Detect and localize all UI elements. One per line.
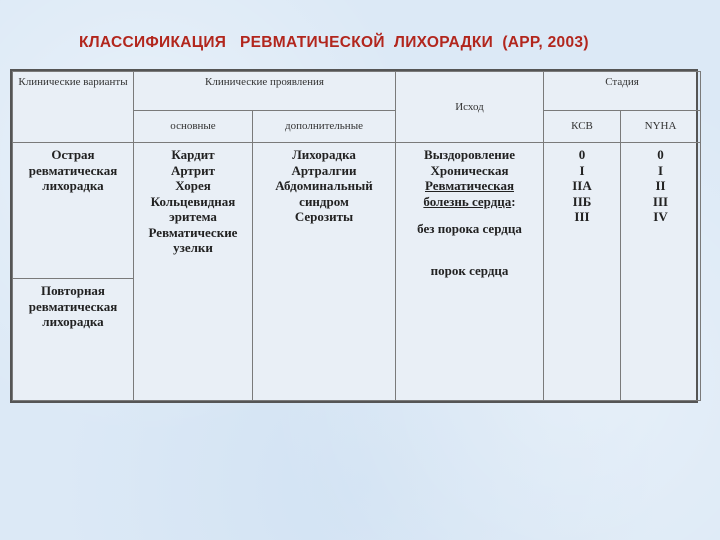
main-manifestations-cell (134, 143, 253, 401)
nyha-stage: III (652, 193, 669, 209)
additional-manifestation-item: Лихорадка (292, 147, 356, 162)
ksv-stage: III (574, 209, 590, 224)
header-nyha: NYHA (621, 111, 701, 143)
main-manifestation-item: Ревматические (148, 224, 238, 240)
slide-title: КЛАССИФИКАЦИЯ РЕВМАТИЧЕСКОЙ ЛИХОРАДКИ (АРР, 2003) (79, 34, 589, 51)
header-clinical-manifestations: Клинические проявления (134, 72, 396, 111)
main-manifestation-item: Кольцевидная (150, 193, 236, 209)
main-manifestation-item: Артрит (170, 162, 216, 178)
additional-manifestation-item: Артралгии (291, 162, 357, 178)
main-manifestation-item: Кардит (171, 147, 215, 162)
additional-manifestation-item: синдром (299, 193, 349, 209)
variant-acute: Острая ревматическая лихорадка (13, 143, 134, 279)
outcome-chronic-line1: Хроническая (430, 162, 509, 178)
main-manifestation-item: узелки (173, 240, 213, 255)
header-additional: дополнительные (253, 111, 396, 143)
outcome-colon: : (511, 193, 516, 209)
additional-manifestations-cell (253, 143, 396, 401)
additional-manifestation-item: Абдоминальный (275, 178, 373, 193)
outcome-no-defect: без порока сердца (417, 221, 522, 236)
outcome-defect: порок сердца (430, 262, 509, 278)
outcome-recovery: Выздоровление (424, 147, 515, 162)
nyha-stage: I (657, 162, 664, 178)
outcome-chronic-line3-wrap (398, 194, 541, 210)
ksv-stage: IIA (572, 178, 592, 193)
classification-table (10, 69, 698, 403)
outcome-chronic-line2: Ревматическая (425, 178, 515, 193)
ksv-stage: IIБ (572, 193, 592, 209)
additional-manifestation-item: Серозиты (294, 209, 354, 224)
header-outcome: Исход (396, 72, 544, 143)
nyha-stage: IV (653, 209, 668, 224)
outcomes-cell (396, 143, 544, 401)
main-manifestation-item: Хорея (175, 178, 211, 193)
spacer (398, 209, 541, 221)
nyha-stage: II (655, 178, 666, 193)
ksv-stage: I (579, 162, 585, 178)
header-clinical-variants: Клинические варианты (13, 72, 134, 143)
spacer (398, 237, 541, 263)
nyha-stages-cell (621, 143, 701, 401)
outcome-chronic-line3: болезнь сердца (423, 193, 512, 209)
nyha-stage: 0 (657, 147, 664, 162)
main-manifestation-item: эритема (169, 209, 217, 224)
header-stage: Стадия (544, 72, 701, 111)
header-main: основные (134, 111, 253, 143)
ksv-stage: 0 (578, 147, 586, 162)
ksv-stages-cell (544, 143, 621, 401)
header-ksv: КСВ (544, 111, 621, 143)
variant-recurrent: Повторная ревматическая лихорадка (13, 279, 134, 401)
